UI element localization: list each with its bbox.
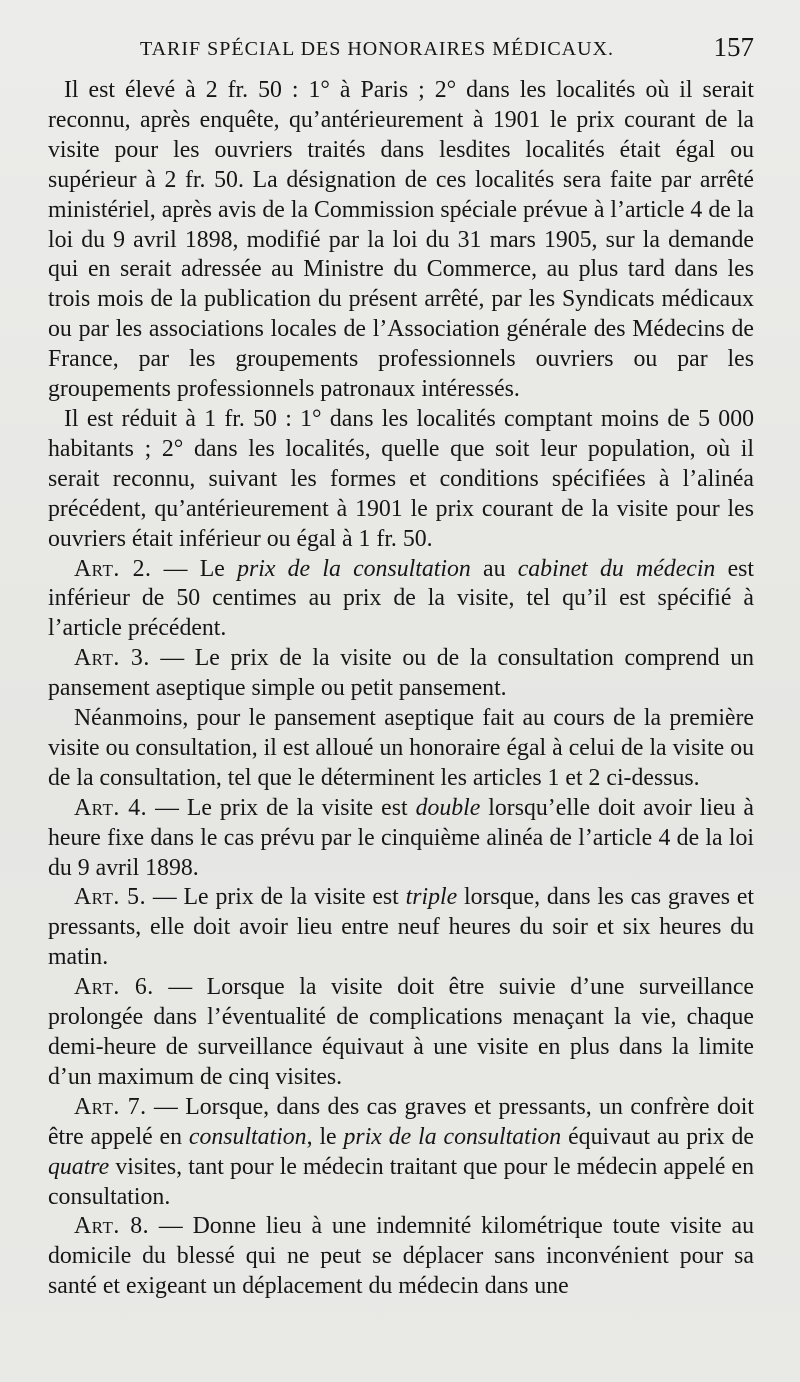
- text-run: lorsqu’elle doit avoir lieu à heure fixe dans le cas prévu par le cinquième alinéa de l’article 4 de la loi du 9 avril 1898.: [48, 794, 754, 881]
- text-run: — Donne lieu à une indemnité kilométrique toute visite au domicile du blessé qui ne peut se déplacer sans inconvénient pour sa santé et exigeant un déplacement du médecin dans une: [48, 1213, 754, 1300]
- text-run: — Le prix de la visite est: [147, 794, 416, 821]
- emphasis: cabinet du médecin: [517, 555, 716, 582]
- text-run: — Le prix de la visite ou de la consultation comprend un pansement aseptique simple ou petit pansement.: [48, 645, 754, 702]
- text-run: équivaut au prix de: [561, 1123, 754, 1150]
- page-number: 157: [713, 32, 754, 62]
- page-header: [48, 30, 754, 70]
- running-title: TARIF SPÉCIAL DES HONORAIRES MÉDICAUX.: [140, 38, 615, 60]
- emphasis: prix de la consultation: [343, 1123, 562, 1150]
- text-run: visites, tant pour le médecin traitant que pour le médecin appelé en consultation.: [48, 1153, 754, 1210]
- article-6: [48, 973, 754, 1093]
- article-label: Art. 5.: [74, 884, 147, 911]
- emphasis: consultation: [188, 1123, 307, 1150]
- text-run: lorsque, dans les cas graves et pressants, elle doit avoir lieu entre neuf heures du soir et six heures du matin.: [48, 884, 754, 971]
- emphasis: double: [415, 794, 481, 821]
- emphasis: prix de la consultation: [237, 555, 471, 582]
- text-run: — Le: [151, 555, 238, 582]
- text-run: Il est réduit à 1 fr. 50 : 1° dans les localités comptant moins de 5 000 habitants ; 2° dans les localités, quelle que soit leur population, où il serait reconnu, suivant les formes et conditions spécifiées à l’alinéa précédent, qu’antérieurement à 1901 le prix courant de la visite pour les ouvriers était inférieur ou égal à 1 fr. 50.: [48, 405, 754, 552]
- paragraph: [48, 405, 754, 555]
- emphasis: quatre: [48, 1153, 110, 1180]
- text-run: — Le prix de la visite est: [146, 884, 406, 911]
- article-label: Art. 6.: [74, 974, 154, 1001]
- text-run: — Lorsque la visite doit être suivie d’une surveillance prolongée dans l’éventualité de complications menaçant la vie, chaque demi-heure de surveillance équivaut à une visite en plus dans la limite d’un maximum de cinq visites.: [48, 974, 754, 1090]
- body-text: [48, 76, 754, 1302]
- article-label: Art. 4.: [74, 794, 148, 821]
- article-label: Art. 2.: [74, 555, 152, 582]
- article-3: [48, 644, 754, 704]
- text-run: au: [470, 555, 518, 582]
- text-run: Néanmoins, pour le pansement aseptique fait au cours de la première visite ou consultation, il est alloué un honoraire égal à celui de la visite ou de la consultation, tel que le déterminent les articles 1 et 2 ci-dessus.: [48, 705, 754, 791]
- text-run: est inférieur de 50 centimes au prix de la visite, tel qu’il est spécifié à l’article précédent.: [48, 555, 755, 642]
- article-4: [48, 794, 754, 884]
- paragraph: [48, 76, 754, 405]
- paragraph: [48, 704, 754, 794]
- article-label: Art. 3.: [74, 645, 150, 672]
- article-5: [48, 883, 754, 973]
- emphasis: triple: [405, 884, 458, 911]
- article-label: Art. 8.: [74, 1213, 150, 1240]
- article-label: Art. 7.: [74, 1093, 147, 1120]
- text-run: Il est élevé à 2 fr. 50 : 1° à Paris ; 2° dans les localités où il serait reconnu, après enquête, qu’antérieurement à 1901 le prix courant de la visite pour les ouvriers traités dans lesdites localités était égal ou supérieur à 2 fr. 50. La désignation de ces localités sera faite par arrêté ministériel, après avis de la Commission spéciale prévue à l’article 4 de la loi du 9 avril 1898, modifié par la loi du 31 mars 1905, sur la demande qui en serait adressée au Ministre du Commerce, au plus tard dans les trois mois de la publication du présent arrêté, par les Syndicats médicaux ou par les associations locales de l’Association générale des Médecins de France, par les groupements professionnels ouvriers ou par les groupements professionnels patronaux intéressés.: [48, 77, 754, 403]
- text-run: , le: [306, 1123, 344, 1150]
- article-7: [48, 1093, 754, 1213]
- article-8: [48, 1212, 754, 1302]
- article-2: [48, 555, 754, 645]
- text-run: — Lorsque, dans des cas graves et pressants, un confrère doit être appelé en: [48, 1093, 754, 1150]
